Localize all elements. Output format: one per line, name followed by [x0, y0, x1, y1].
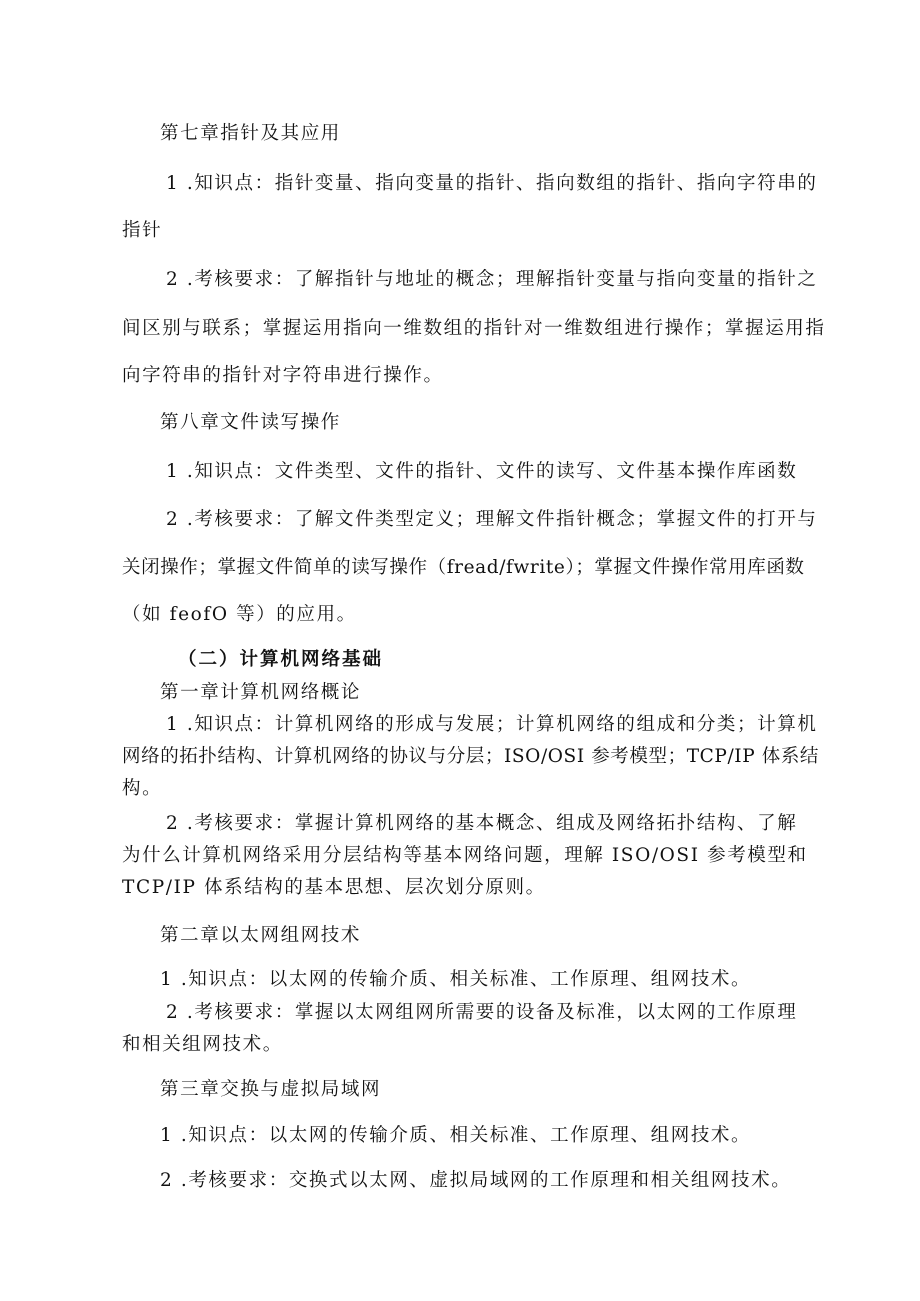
chapter-8-requirement-line-1: 2 .考核要求：了解文件类型定义；理解文件指针概念；掌握文件的打开与 [166, 509, 818, 530]
network-chapter-1-knowledge-line-3: 构。 [122, 778, 163, 799]
chapter-7-knowledge-line-2: 指针 [122, 220, 163, 241]
network-chapter-2-title: 第二章以太网组网技术 [160, 925, 362, 946]
network-chapter-1-requirement-line-1: 2 .考核要求：掌握计算机网络的基本概念、组成及网络拓扑结构、了解 [166, 813, 798, 834]
section-2-heading: （二）计算机网络基础 [178, 649, 384, 670]
network-chapter-3-requirement-line-1: 2 .考核要求：交换式以太网、虚拟局域网的工作原理和相关组网技术。 [160, 1170, 792, 1191]
chapter-7-knowledge-line-1: 1 .知识点：指针变量、指向变量的指针、指向数组的指针、指向字符串的 [166, 173, 818, 194]
network-chapter-1-knowledge-line-2: 网络的拓扑结构、计算机网络的协议与分层；ISO/OSI 参考模型；TCP/IP 体系结 [122, 746, 820, 767]
network-chapter-1-title: 第一章计算机网络概论 [160, 682, 362, 703]
chapter-7-title: 第七章指针及其应用 [160, 123, 341, 144]
network-chapter-3-title: 第三章交换与虚拟局域网 [160, 1079, 382, 1100]
chapter-8-requirement-line-2: 关闭操作；掌握文件简单的读写操作（fread/fwrite）；掌握文件操作常用库函数 [122, 557, 805, 578]
network-chapter-1-requirement-line-3: TCP/IP 体系结构的基本思想、层次划分原则。 [122, 877, 546, 898]
chapter-8-title: 第八章文件读写操作 [160, 412, 341, 433]
network-chapter-2-requirement-line-2: 和相关组网技术。 [122, 1034, 283, 1055]
network-chapter-2-requirement-line-1: 2 .考核要求：掌握以太网组网所需要的设备及标准，以太网的工作原理 [166, 1002, 798, 1023]
chapter-7-requirement-line-1: 2 .考核要求：了解指针与地址的概念；理解指针变量与指向变量的指针之 [166, 269, 818, 290]
chapter-7-requirement-line-2: 间区别与联系；掌握运用指向一维数组的指针对一维数组进行操作；掌握运用指 [122, 318, 826, 339]
network-chapter-1-requirement-line-2: 为什么计算机网络采用分层结构等基本网络问题，理解 ISO/OSI 参考模型和 [122, 845, 808, 866]
chapter-8-knowledge-line-1: 1 .知识点：文件类型、文件的指针、文件的读写、文件基本操作库函数 [166, 461, 798, 482]
network-chapter-3-knowledge-line-1: 1 .知识点：以太网的传输介质、相关标准、工作原理、组网技术。 [160, 1125, 752, 1146]
network-chapter-1-knowledge-line-1: 1 .知识点：计算机网络的形成与发展；计算机网络的组成和分类；计算机 [166, 714, 818, 735]
network-chapter-2-knowledge-line-1: 1 .知识点：以太网的传输介质、相关标准、工作原理、组网技术。 [160, 969, 752, 990]
chapter-7-requirement-line-3: 向字符串的指针对字符串进行操作。 [122, 365, 444, 386]
chapter-8-requirement-line-3: （如 feofO 等）的应用。 [122, 604, 357, 625]
